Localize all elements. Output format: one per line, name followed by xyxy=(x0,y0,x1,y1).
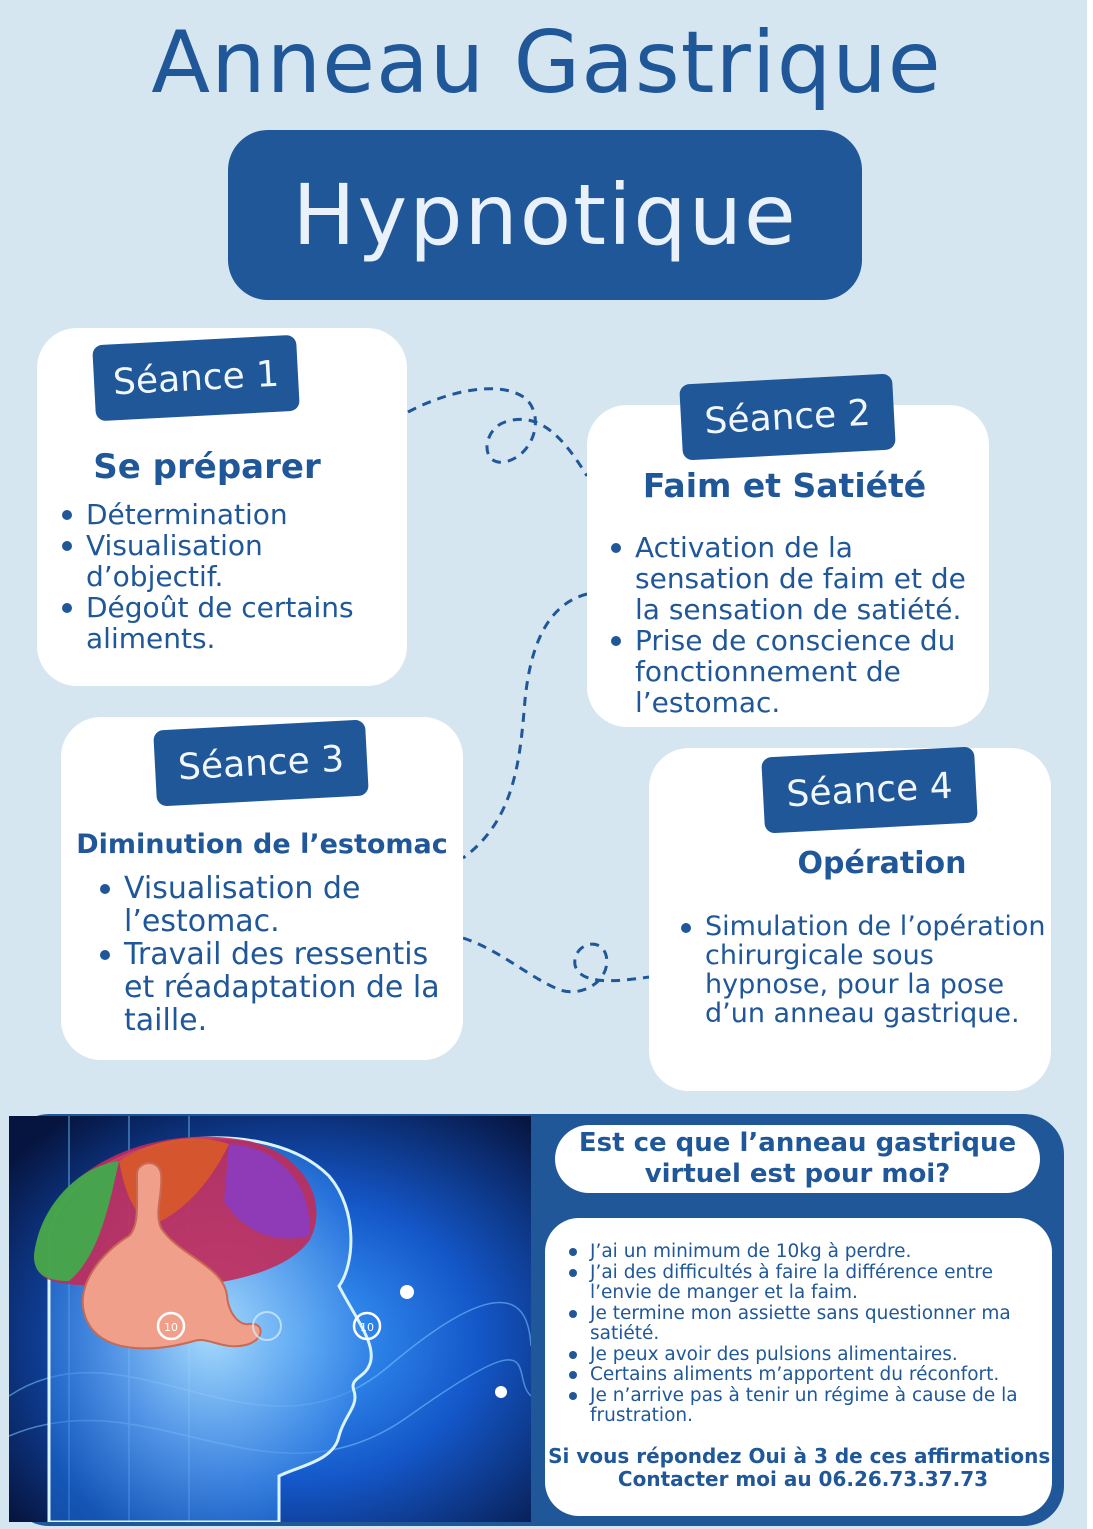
page-subtitle: Hypnotique xyxy=(292,166,798,264)
session-label-4: Séance 4 xyxy=(761,746,978,833)
list-item: Certains aliments m’apportent du réconfort. xyxy=(566,1365,1046,1386)
session-list-3 xyxy=(96,872,461,1037)
session-title-2: Faim et Satiété xyxy=(642,466,927,505)
list-item: Simulation de l’opération chirurgicale sous hypnose, pour la pose d’un anneau gastrique. xyxy=(677,912,1049,1028)
session-list-1 xyxy=(58,499,398,654)
brain-stomach-illustration xyxy=(9,1116,531,1522)
session-title-4: Opération xyxy=(797,846,967,881)
list-item: Je peux avoir des pulsions alimentaires. xyxy=(566,1345,1046,1366)
list-item: J’ai des difficultés à faire la différence entre l’envie de manger et la faim. xyxy=(566,1263,1046,1304)
list-item: Dégoût de certains aliments. xyxy=(58,592,386,654)
session-label-3: Séance 3 xyxy=(153,720,369,807)
session-title-3: Diminution de l’estomac xyxy=(76,829,448,860)
list-item: Activation de la sensation de faim et de la sensation de satiété. xyxy=(607,532,987,625)
session-list-2 xyxy=(607,532,987,718)
list-item: Je n’arrive pas à tenir un régime à cause de la frustration. xyxy=(566,1386,1046,1427)
page-title: Anneau Gastrique xyxy=(151,13,942,113)
cta-contact: Contacter moi au 06.26.73.37.73 xyxy=(617,1467,989,1491)
session-label-2: Séance 2 xyxy=(679,373,896,460)
question-heading: Est ce que l’anneau gastrique virtuel est pour moi? xyxy=(555,1125,1040,1193)
cta-condition: Si vous répondez Oui à 3 de ces affirmations. xyxy=(548,1444,1058,1468)
rewind-label: 10 xyxy=(164,1321,178,1334)
call-to-action xyxy=(548,1445,1058,1491)
session-label-1: Séance 1 xyxy=(92,335,300,422)
list-item: J’ai un minimum de 10kg à perdre. xyxy=(566,1242,1046,1263)
list-item: Visualisation de l’estomac. xyxy=(96,872,384,938)
list-item: Travail des ressentis et réadaptation de la taille. xyxy=(96,938,461,1037)
checklist xyxy=(566,1242,1046,1427)
list-item: Détermination xyxy=(58,499,398,530)
brain-illustration-graphic xyxy=(9,1116,531,1522)
session-title-1: Se préparer xyxy=(93,447,321,487)
list-item: Prise de conscience du fonctionnement de l’estomac. xyxy=(607,625,987,718)
list-item: Visualisation d’objectif. xyxy=(58,530,286,592)
session-list-4 xyxy=(677,912,1049,1028)
list-item: Je termine mon assiette sans questionner ma satiété. xyxy=(566,1304,1046,1345)
forward-label: 10 xyxy=(360,1321,374,1334)
